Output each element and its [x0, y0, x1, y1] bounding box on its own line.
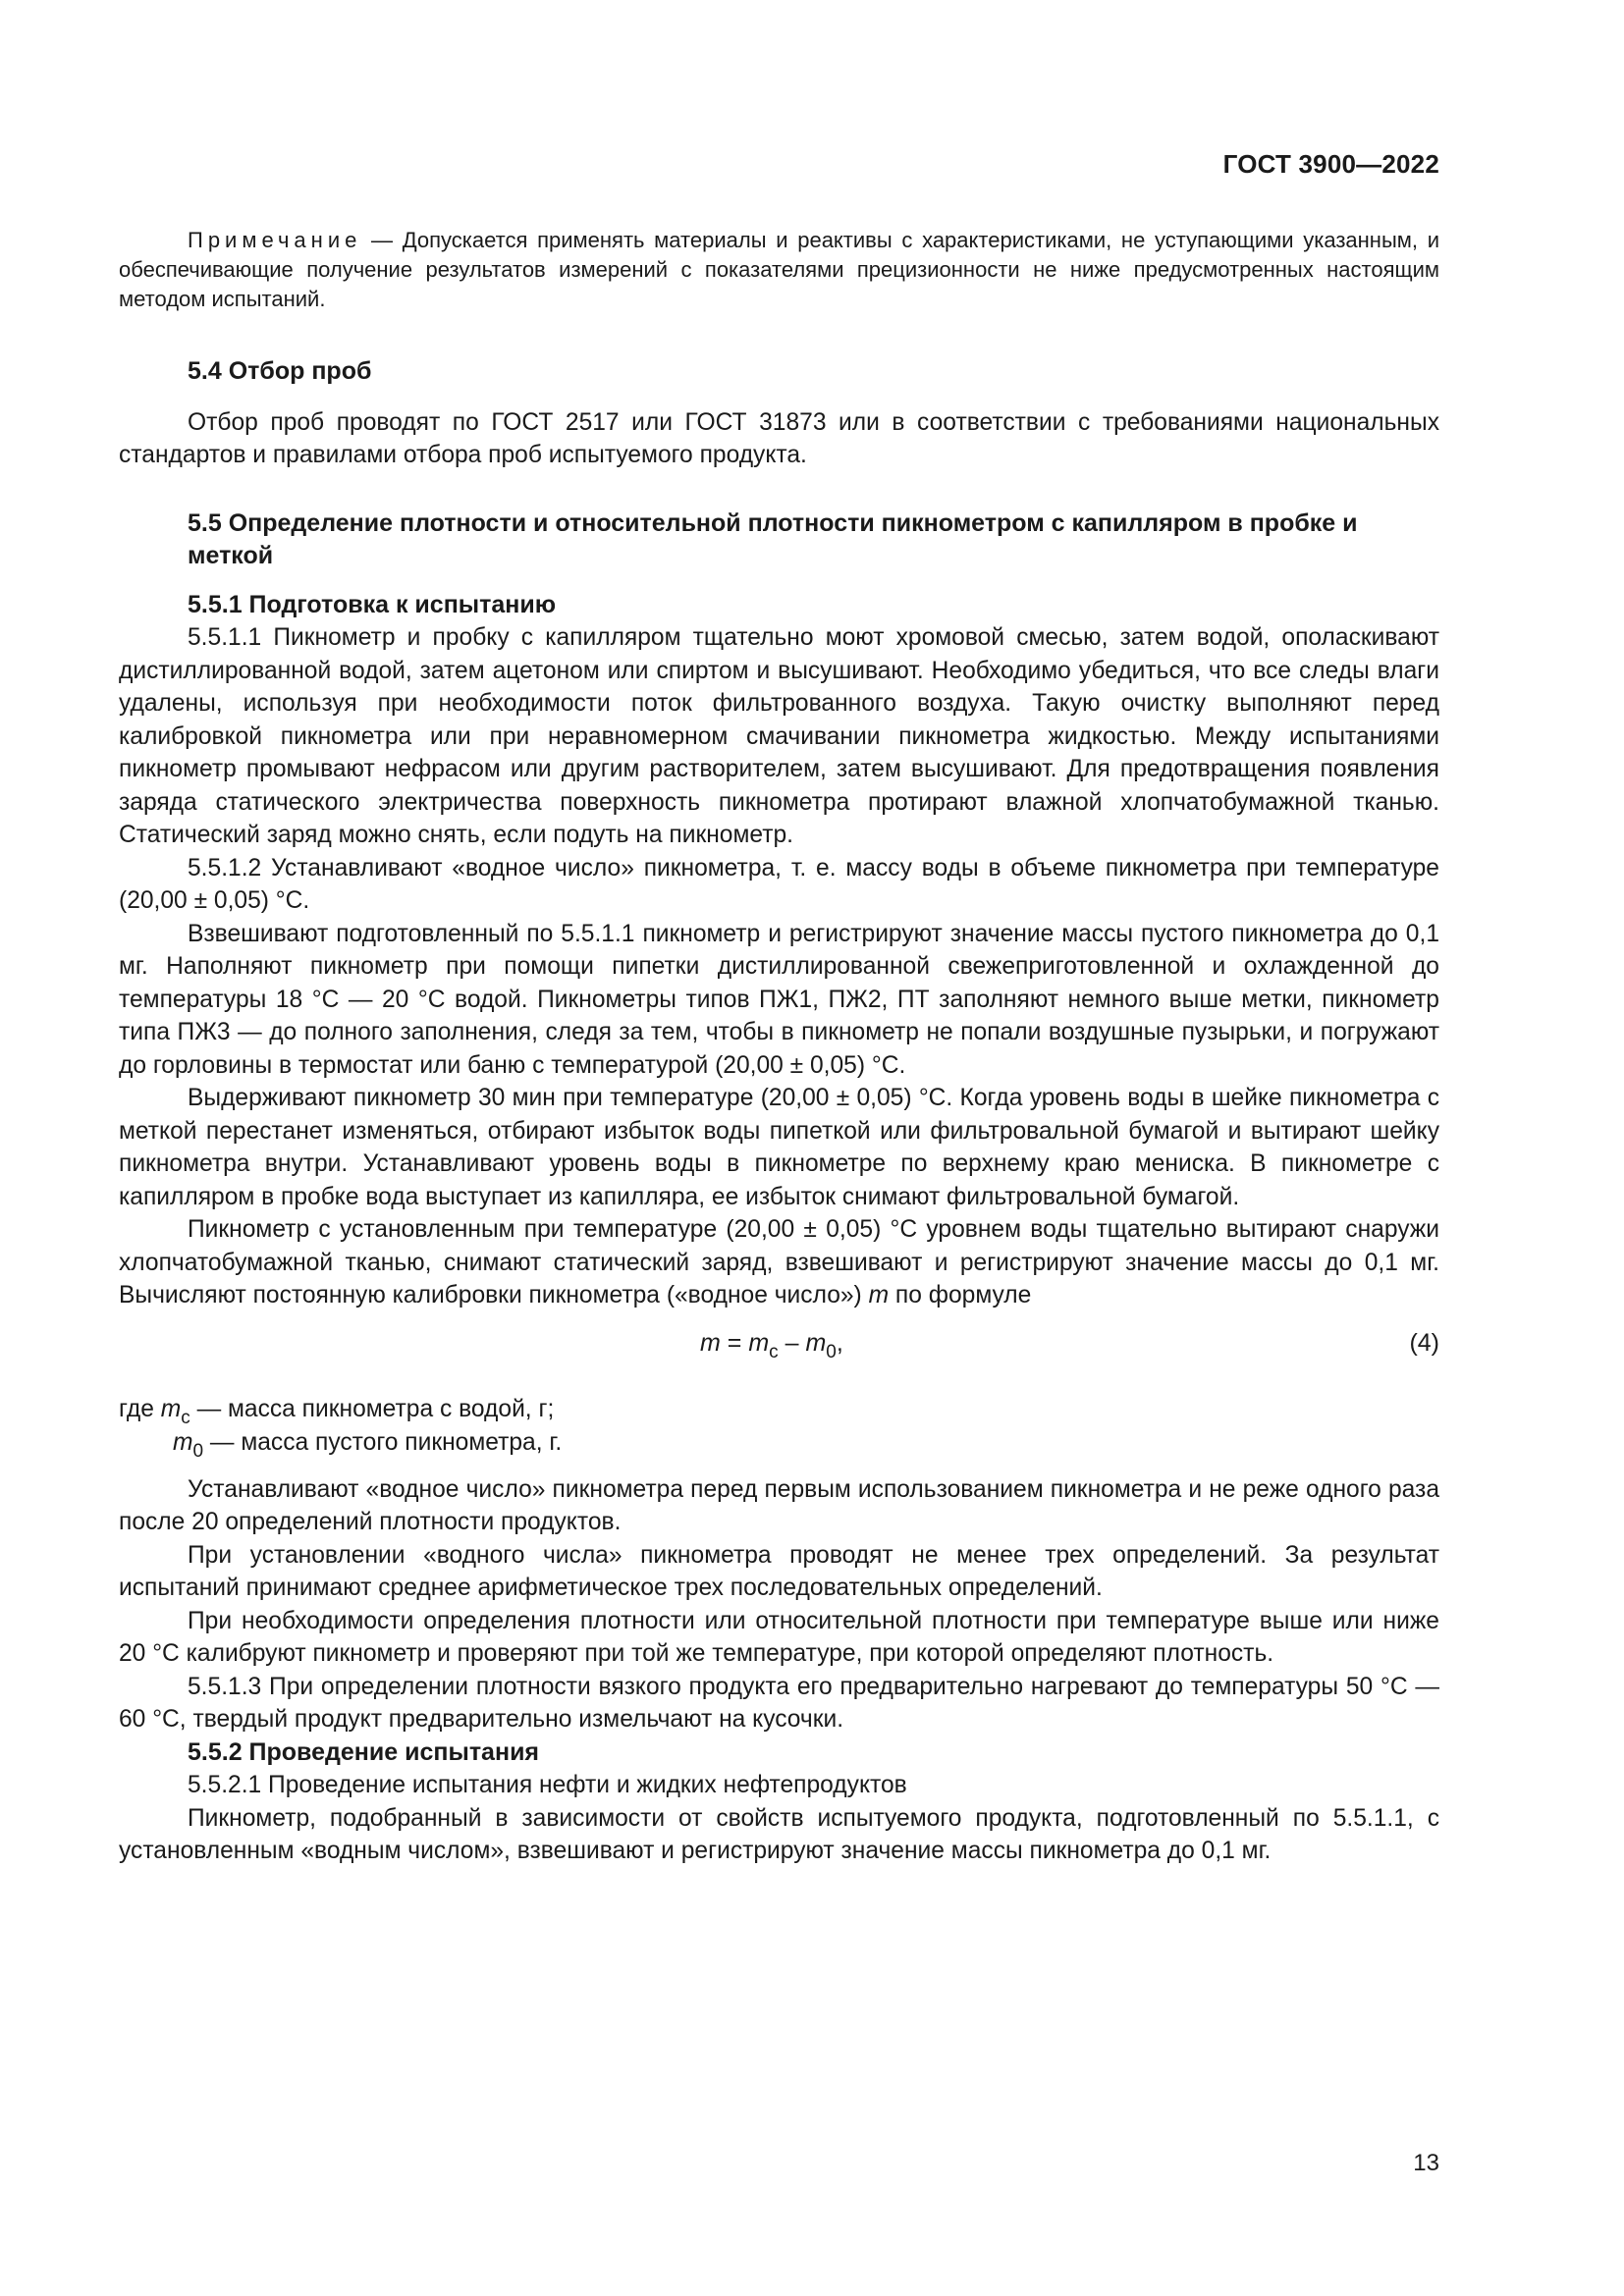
equation-number: (4) — [1409, 1328, 1439, 1357]
definition-mc — [119, 1393, 1439, 1426]
paragraph-water-number: Устанавливают «водное число» пикнометра перед первым использованием пикнометра и не реже одного раза после 20 определений плотности продуктов. — [119, 1475, 1439, 1535]
page-number: 13 — [1413, 2150, 1439, 2176]
paragraph-calibration — [119, 1213, 1439, 1312]
formula-sub-0: 0 — [826, 1341, 837, 1362]
variable-m: m — [868, 1282, 890, 1308]
section-5-5-2-title: 5.5.2 Проведение испытания — [188, 1737, 540, 1766]
section-5-4-title: 5.4 Отбор проб — [188, 357, 372, 385]
paragraph-determinations: При установлении «водного числа» пикнометра проводят не менее трех определений. За результат испытаний принимают среднее арифметическое трех последовательных определений. — [119, 1541, 1439, 1601]
formula-comma: , — [836, 1328, 843, 1357]
paragraph-holding: Выдерживают пикнометр 30 мин при температуре (20,00 ± 0,05) °С. Когда уровень воды в шейке пикнометра с меткой перестанет изменяться, отбирают избыток воды пипеткой или фильтровальной бумагой и вытирают шейку пикнометра внутри. Устанавливают уровень воды в пикнометре по верхнему краю мениска. В пикнометре с капилляром в пробке вода выступает из капилляра, ее избыток снимают фильтровальной бумагой. — [119, 1085, 1439, 1210]
calibration-text-end: по формуле — [889, 1282, 1032, 1308]
section-5-5-1-title: 5.5.1 Подготовка к испытанию — [188, 590, 557, 618]
section-5-5-title: 5.5 Определение плотности и относительной плотности пикнометром с капилляром в пробке и меткой — [188, 508, 1358, 569]
def-sub-c: c — [181, 1407, 190, 1428]
def1-text: — масса пикнометра с водой, г; — [189, 1395, 555, 1422]
paragraph-5-5-1-2: 5.5.1.2 Устанавливают «водное число» пикнометра, т. е. массу воды в объеме пикнометра при температуре (20,00 ± 0,05) °С. — [119, 854, 1439, 914]
formula-4 — [119, 1326, 1439, 1383]
def-var-m: m — [160, 1395, 182, 1422]
subsection-5-5-2-1: 5.5.2.1 Проведение испытания нефти и жидких нефтепродуктов — [188, 1772, 907, 1798]
formula-mc: m — [748, 1328, 770, 1357]
note-paragraph — [119, 226, 1439, 314]
formula-sub-c: c — [769, 1341, 779, 1362]
def2-text: — масса пустого пикнометра, г. — [203, 1428, 563, 1456]
where-prefix: где — [119, 1395, 161, 1422]
document-code: ГОСТ 3900—2022 — [1222, 149, 1439, 179]
formula-minus: – — [778, 1328, 806, 1357]
note-text: — Допускается применять материалы и реактивы с характеристиками, не уступающими указанным, и обеспечивающие получение результатов измерений с показателями прецизионности не ниже предусмотренных настоящим методом испытаний. — [119, 228, 1439, 311]
note-label: Примечание — [188, 228, 362, 252]
paragraph-weighing: Взвешивают подготовленный по 5.5.1.1 пикнометр и регистрируют значение массы пустого пикнометра до 0,1 мг. Наполняют пикнометр при помощи пипетки дистиллированной свежеприготовленной и охлажденной до температуры 18 °С — 20 °С водой. Пикнометры типов ПЖ1, ПЖ2, ПТ заполняют немного выше метки, пикнометр типа ПЖ3 — до полного заполнения, следя за тем, чтобы в пикнометр не попали воздушные пузырьки, и погружают до горловины в термостат или баню с температурой (20,00 ± 0,05) °С. — [119, 920, 1439, 1079]
paragraph-5-5-1-3: 5.5.1.3 При определении плотности вязкого продукта его предварительно нагревают до температуры 50 °С — 60 °С, твердый продукт предварительно измельчают на кусочки. — [119, 1673, 1439, 1733]
formula-lhs: m — [700, 1328, 721, 1357]
page-content — [119, 226, 1439, 1868]
section-5-4-text: Отбор проб проводят по ГОСТ 2517 или ГОСТ 31873 или в соответствии с требованиями национальных стандартов и правилами отбора проб испытуемого продукта. — [119, 408, 1439, 468]
paragraph-test-procedure: Пикнометр, подобранный в зависимости от свойств испытуемого продукта, подготовленный по 5.5.1.1, с установленным «водным числом», взвешивают и регистрируют значение массы пикнометра до 0,1 мг. — [119, 1804, 1439, 1864]
def-sub-0: 0 — [192, 1440, 204, 1462]
def-var-m0: m — [173, 1428, 193, 1456]
formula-equals: = — [720, 1328, 749, 1357]
formula-expression — [700, 1326, 843, 1360]
formula-definitions — [119, 1393, 1439, 1460]
definition-m0 — [119, 1426, 1439, 1460]
paragraph-temperature: При необходимости определения плотности или относительной плотности при температуре выше или ниже 20 °С калибруют пикнометр и проверяют при той же температуре, при которой определяют плотность. — [119, 1607, 1439, 1667]
calibration-text: Пикнометр с установленным при температуре (20,00 ± 0,05) °С уровнем воды тщательно вытирают снаружи хлопчатобумажной тканью, снимают статический заряд, взвешивают и регистрируют значение массы до 0,1 мг. Вычисляют постоянную калибровки пикнометра («водное число») — [119, 1216, 1439, 1308]
formula-m0: m — [805, 1328, 827, 1357]
paragraph-5-5-1-1: 5.5.1.1 Пикнометр и пробку с капилляром тщательно моют хромовой смесью, затем водой, ополаскивают дистиллированной водой, затем ацетоном или спиртом и высушивают. Необходимо убедиться, что все следы влаги удалены, используя при необходимости поток фильтрованного воздуха. Такую очистку выполняют перед калибровкой пикнометра или при неравномерном смачивании пикнометра жидкостью. Между испытаниями пикнометр промывают нефрасом или другим растворителем, затем высушивают. Для предотвращения появления заряда статического электричества поверхность пикнометра протирают влажной хлопчатобумажной тканью. Статический заряд можно снять, если подуть на пикнометр. — [119, 624, 1439, 848]
